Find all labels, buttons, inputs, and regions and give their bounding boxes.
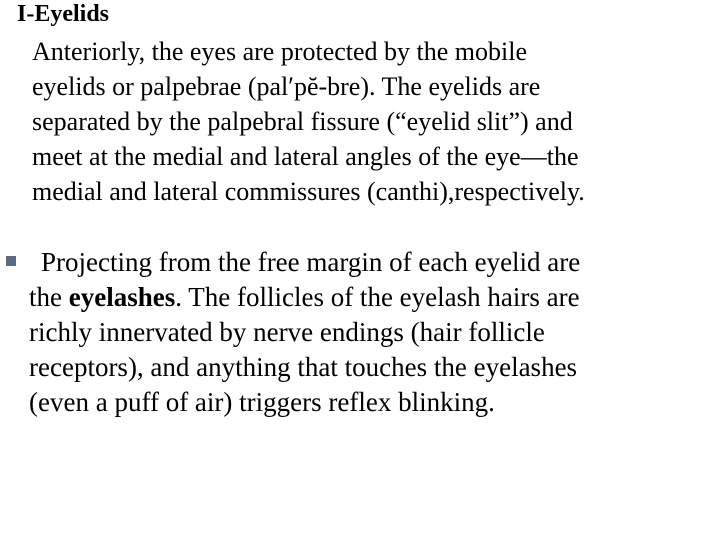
anterior-paragraph <box>32 34 585 209</box>
paragraph-line: medial and lateral commissures (canthi),respectively. <box>32 177 585 206</box>
paragraph-line: eyelids or palpebrae (pal′pĕ-bre). The eyelids are <box>32 72 541 101</box>
eyelashes-term: eyelashes <box>68 282 176 312</box>
bullet-line <box>29 280 580 315</box>
bullet-text: the <box>29 282 69 312</box>
bullet-line: receptors), and anything that touches the eyelashes <box>29 352 578 382</box>
paragraph-line: meet at the medial and lateral angles of the eye—the <box>32 142 579 171</box>
paragraph-line: Anteriorly, the eyes are protected by the mobile <box>32 37 528 66</box>
bullet-text: . The follicles of the eyelash hairs are <box>175 282 580 312</box>
paragraph-line: separated by the palpebral fissure (“eyelid slit”) and <box>32 107 573 136</box>
bullet-line: Projecting from the free margin of each eyelid are <box>41 247 581 277</box>
eyelashes-bullet-paragraph <box>29 245 580 420</box>
bullet-line: richly innervated by nerve endings (hair follicle <box>29 317 545 347</box>
bullet-line: (even a puff of air) triggers reflex blinking. <box>29 387 495 417</box>
square-bullet-icon <box>6 256 16 266</box>
section-heading: I-Eyelids <box>17 1 110 27</box>
